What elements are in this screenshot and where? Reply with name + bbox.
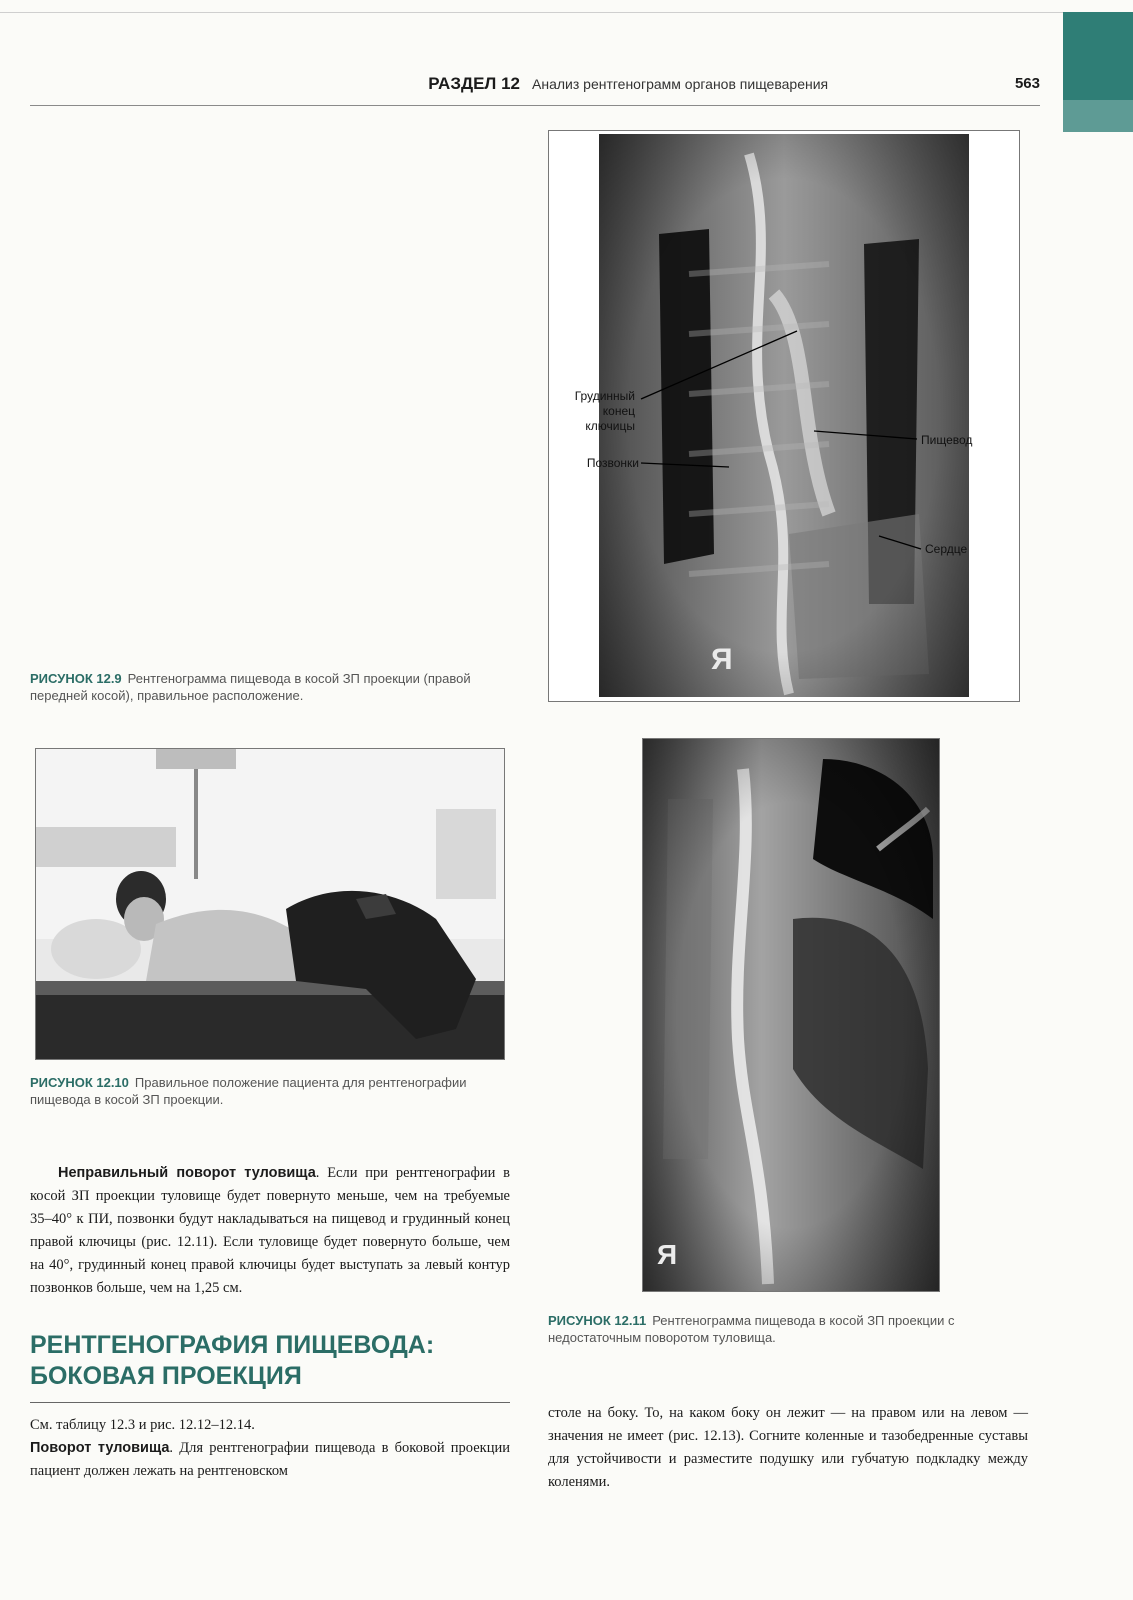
figure-12-10 xyxy=(35,748,505,1060)
paragraph-body: . Если при рентгенографии в косой ЗП проекции туловище будет повернуто меньше, чем на требуемые 35–40° к ПИ, позвонки будут накладываться на пищевод и грудинный конец правой ключицы (рис. 12.11). Если туловище будет повернуто больше, чем на 40°, грудинный конец правой ключицы будет выступать за левый контур позвонков больше, чем на 1,25 см. xyxy=(30,1165,510,1296)
caption-12-10 xyxy=(30,1074,510,1108)
header-title: Анализ рентгенограмм органов пищеварения xyxy=(532,76,829,92)
orientation-marker: Я xyxy=(657,1239,678,1270)
caption-text: Правильное положение пациента для рентгенографии пищевода в косой ЗП проекции. xyxy=(30,1075,467,1107)
paragraph-lead: Неправильный поворот туловища xyxy=(58,1165,316,1181)
caption-text: Рентгенограмма пищевода в косой ЗП проекции (правой передней косой), правильное расположение. xyxy=(30,671,471,703)
caption-text: Рентгенограмма пищевода в косой ЗП проекции с недостаточным поворотом туловища. xyxy=(548,1313,955,1345)
figure-number: РИСУНОК 12.10 xyxy=(30,1075,129,1090)
figure-number: РИСУНОК 12.11 xyxy=(548,1313,647,1328)
header-section: РАЗДЕЛ 12 xyxy=(428,74,520,93)
section-heading: РЕНТГЕНОГРАФИЯ ПИЩЕВОДА: БОКОВАЯ ПРОЕКЦИЯ xyxy=(30,1331,435,1390)
header-rule xyxy=(30,105,1040,106)
label-heart: Сердце xyxy=(925,542,968,556)
paragraph-trunk-rotation xyxy=(30,1162,510,1300)
xray-12-11-image xyxy=(643,739,939,1291)
patient-photo xyxy=(36,749,504,1059)
top-rule xyxy=(0,12,1133,13)
see-reference: См. таблицу 12.3 и рис. 12.12–12.14. xyxy=(30,1417,255,1433)
label-clavicle: Грудинный конец ключицы xyxy=(574,389,635,433)
page-number: 563 xyxy=(1014,75,1040,92)
orientation-marker: Я xyxy=(711,643,733,676)
paragraph-lead: Поворот туловища xyxy=(30,1440,170,1456)
page-header xyxy=(30,74,1040,106)
caption-12-11 xyxy=(548,1312,1028,1346)
paragraph-rotation-lateral xyxy=(30,1437,510,1483)
section-rule xyxy=(30,1402,510,1403)
figure-12-11 xyxy=(642,738,940,1292)
chapter-tab-accent xyxy=(1063,100,1133,132)
label-esophagus: Пищевод xyxy=(921,433,973,447)
figure-number: РИСУНОК 12.9 xyxy=(30,671,122,686)
figure-12-9 xyxy=(548,130,1020,702)
paragraph-body: . Для рентгенографии пищевода в боковой проекции пациент должен лежать на рентгеновском xyxy=(30,1440,510,1479)
caption-12-9 xyxy=(30,670,530,704)
paragraph-lying-side: столе на боку. То, на каком боку он лежит — на правом или на левом — значения не имеет (рис. 12.13). Согните коленные и тазобедренные суставы для устойчивости и разместите подушку или губчатую подкладку между коленями. xyxy=(548,1405,1028,1490)
label-vertebrae: Позвонки xyxy=(586,456,639,470)
